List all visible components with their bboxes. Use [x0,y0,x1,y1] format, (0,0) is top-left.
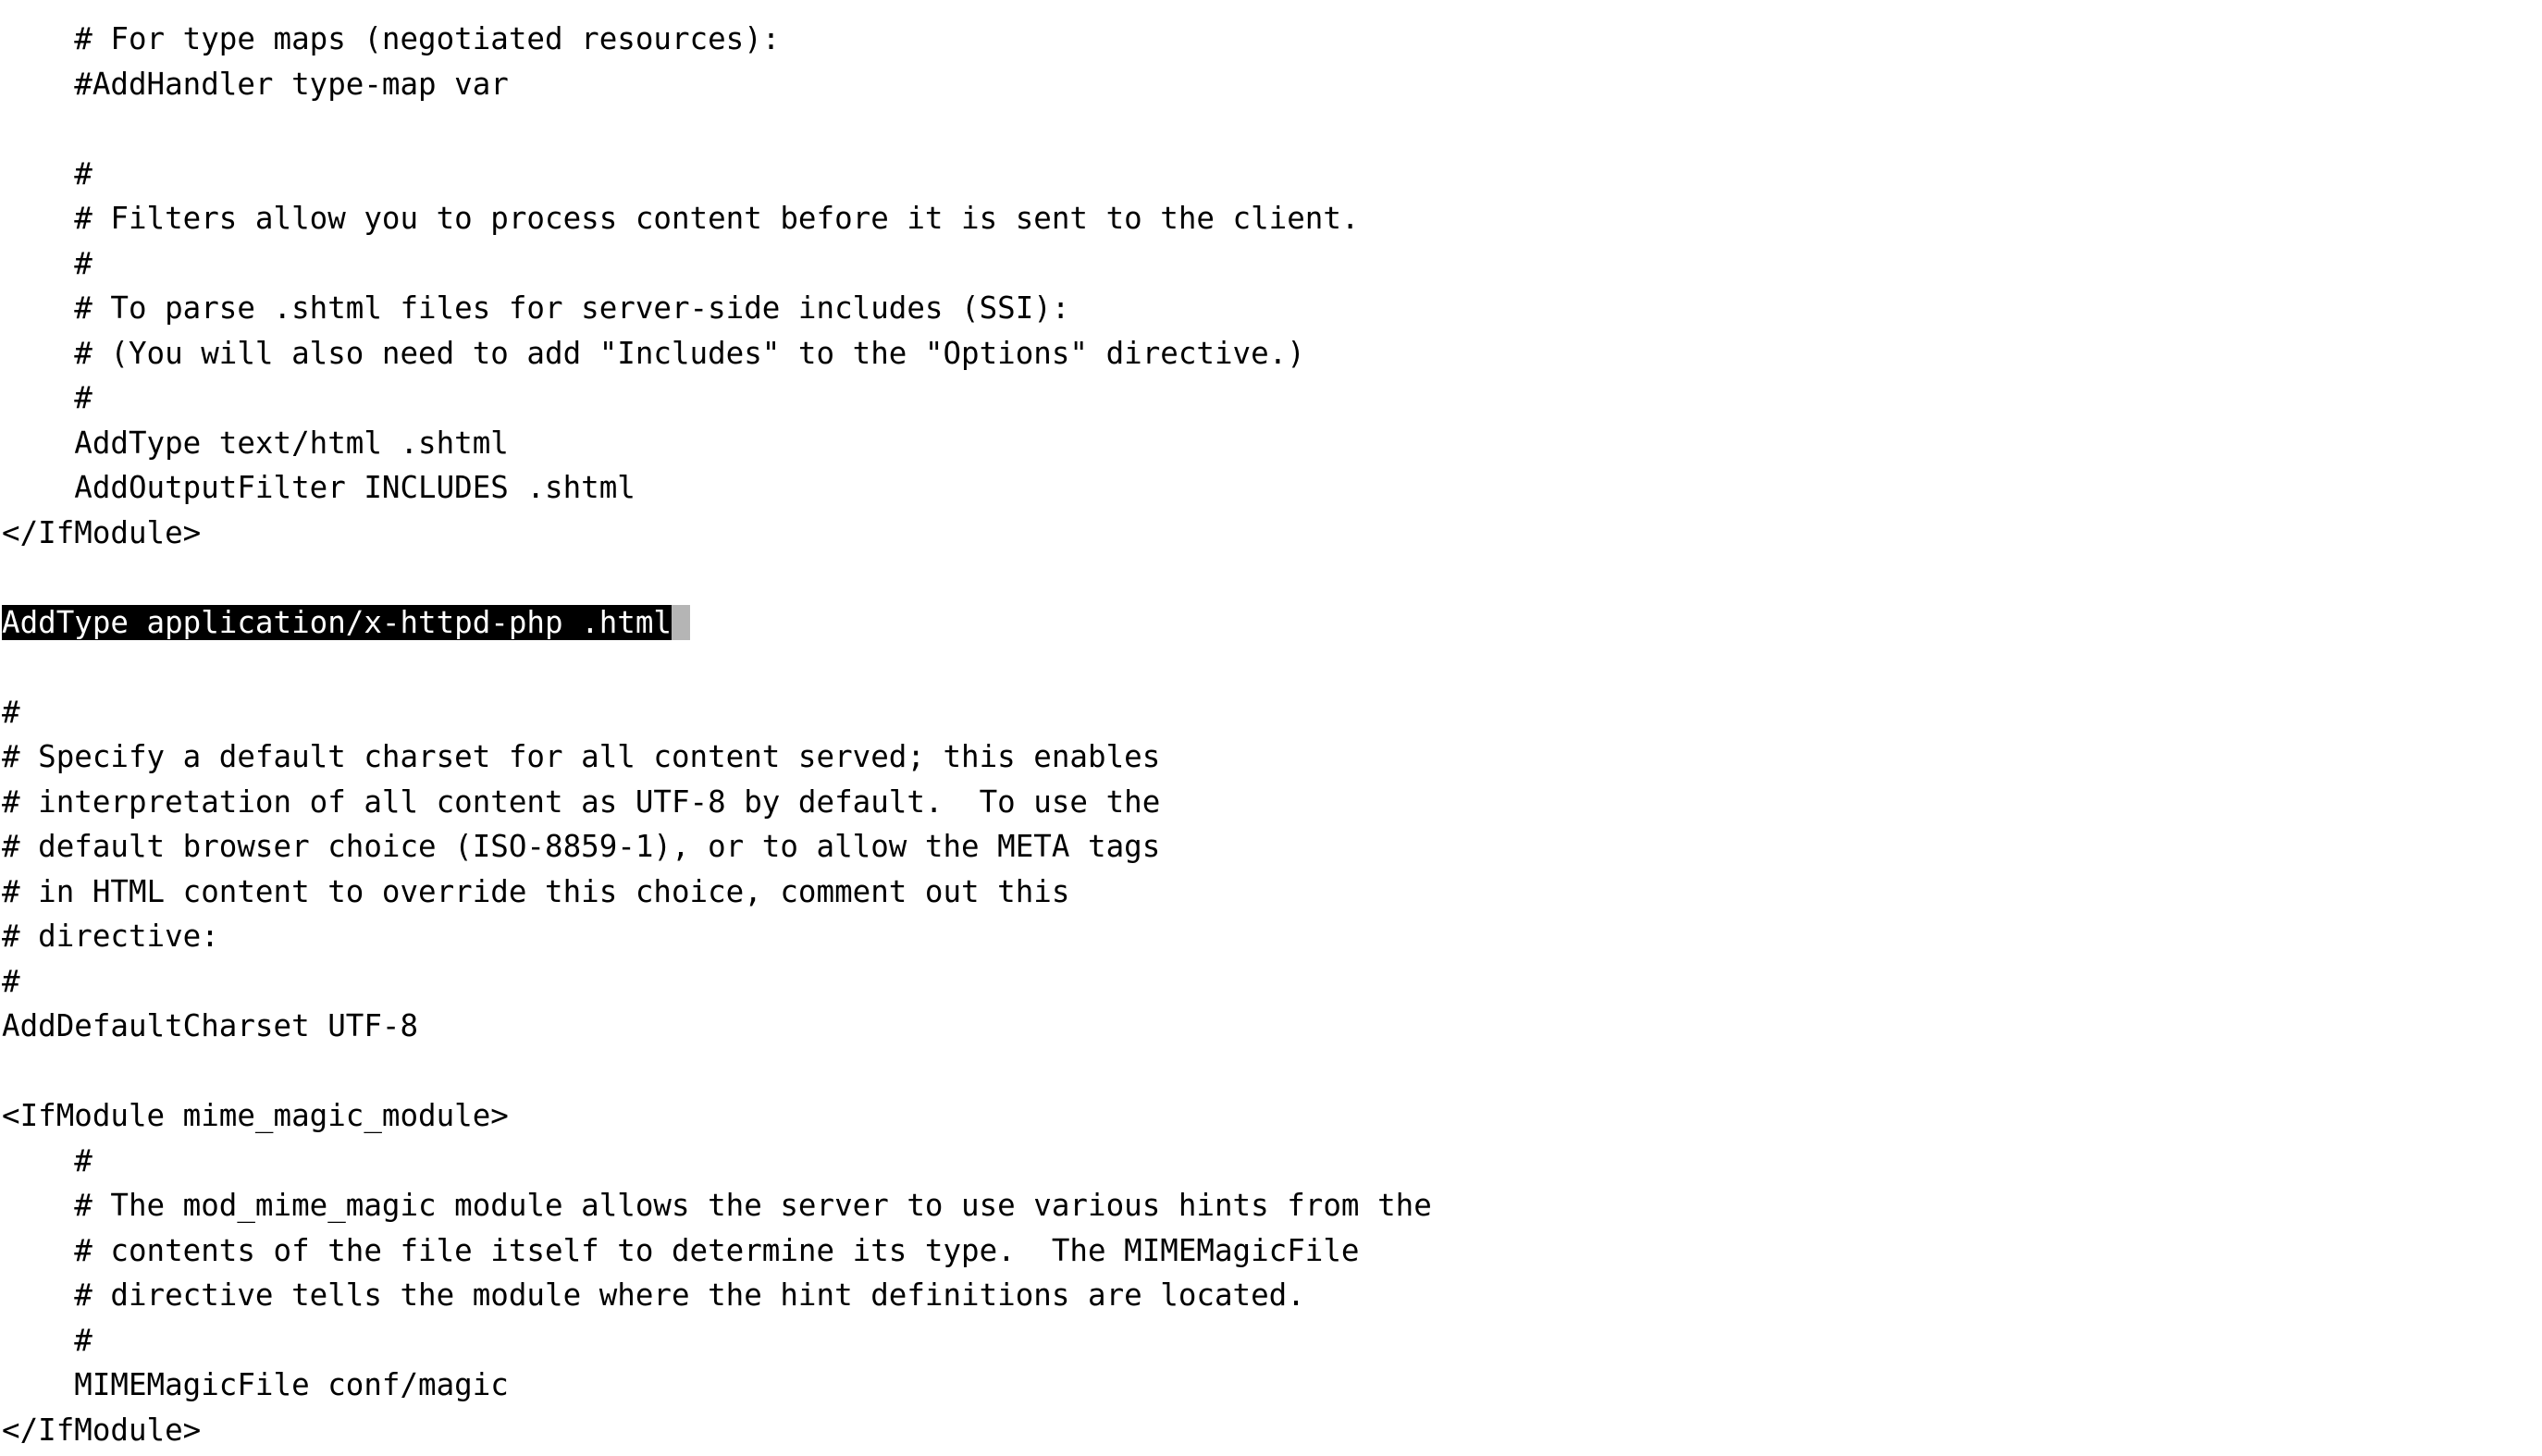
code-line[interactable]: AddType text/html .shtml [2,425,509,461]
code-line[interactable]: </IfModule> [2,514,202,550]
code-line[interactable]: # [2,1142,93,1178]
code-line[interactable]: # For type maps (negotiated resources): [2,21,781,56]
code-line[interactable]: MIMEMagicFile conf/magic [2,1367,509,1402]
code-line[interactable]: <IfModule mime_magic_module> [2,1098,509,1133]
code-line[interactable]: # [2,694,20,730]
code-line[interactable]: </IfModule> [2,1412,202,1448]
selection-highlight: AddType application/x-httpd-php .html [2,604,672,640]
code-line[interactable] [0,645,2542,690]
code-line[interactable]: # in HTML content to override this choice, comment out this [2,873,1070,909]
code-line[interactable]: # To parse .shtml files for server-side includes (SSI): [2,290,1070,326]
code-line[interactable]: # Filters allow you to process content before it is sent to the client. [2,201,1360,236]
code-line[interactable]: # contents of the file itself to determine its type. The MIMEMagicFile [2,1232,1360,1268]
code-line[interactable]: # interpretation of all content as UTF-8 by default. To use the [2,784,1161,820]
code-line[interactable]: #AddHandler type-map var [2,66,509,102]
code-line[interactable]: AddDefaultCharset UTF-8 [2,1008,419,1043]
code-line[interactable]: # [2,963,20,999]
code-line[interactable]: # [2,380,93,415]
code-line[interactable]: # default browser choice (ISO-8859-1), or to allow the META tags [2,829,1161,864]
code-line[interactable]: # directive tells the module where the hint definitions are located. [2,1277,1305,1313]
code-line[interactable]: # [2,1322,93,1358]
code-line[interactable]: # [2,155,93,191]
code-line[interactable] [0,1049,2542,1094]
code-line[interactable]: # directive: [2,919,219,954]
code-line[interactable]: AddOutputFilter INCLUDES .shtml [2,470,636,505]
selected-code-line[interactable] [0,600,2542,646]
text-caret [672,605,690,640]
code-line[interactable]: # The mod_mime_magic module allows the server to use various hints from the [2,1188,1432,1223]
code-line[interactable] [0,106,2542,152]
code-line[interactable]: # Specify a default charset for all content served; this enables [2,739,1161,774]
code-line[interactable]: # (You will also need to add "Includes" to the "Options" directive.) [2,335,1305,371]
code-line[interactable]: # [2,245,93,281]
code-line[interactable] [0,555,2542,600]
